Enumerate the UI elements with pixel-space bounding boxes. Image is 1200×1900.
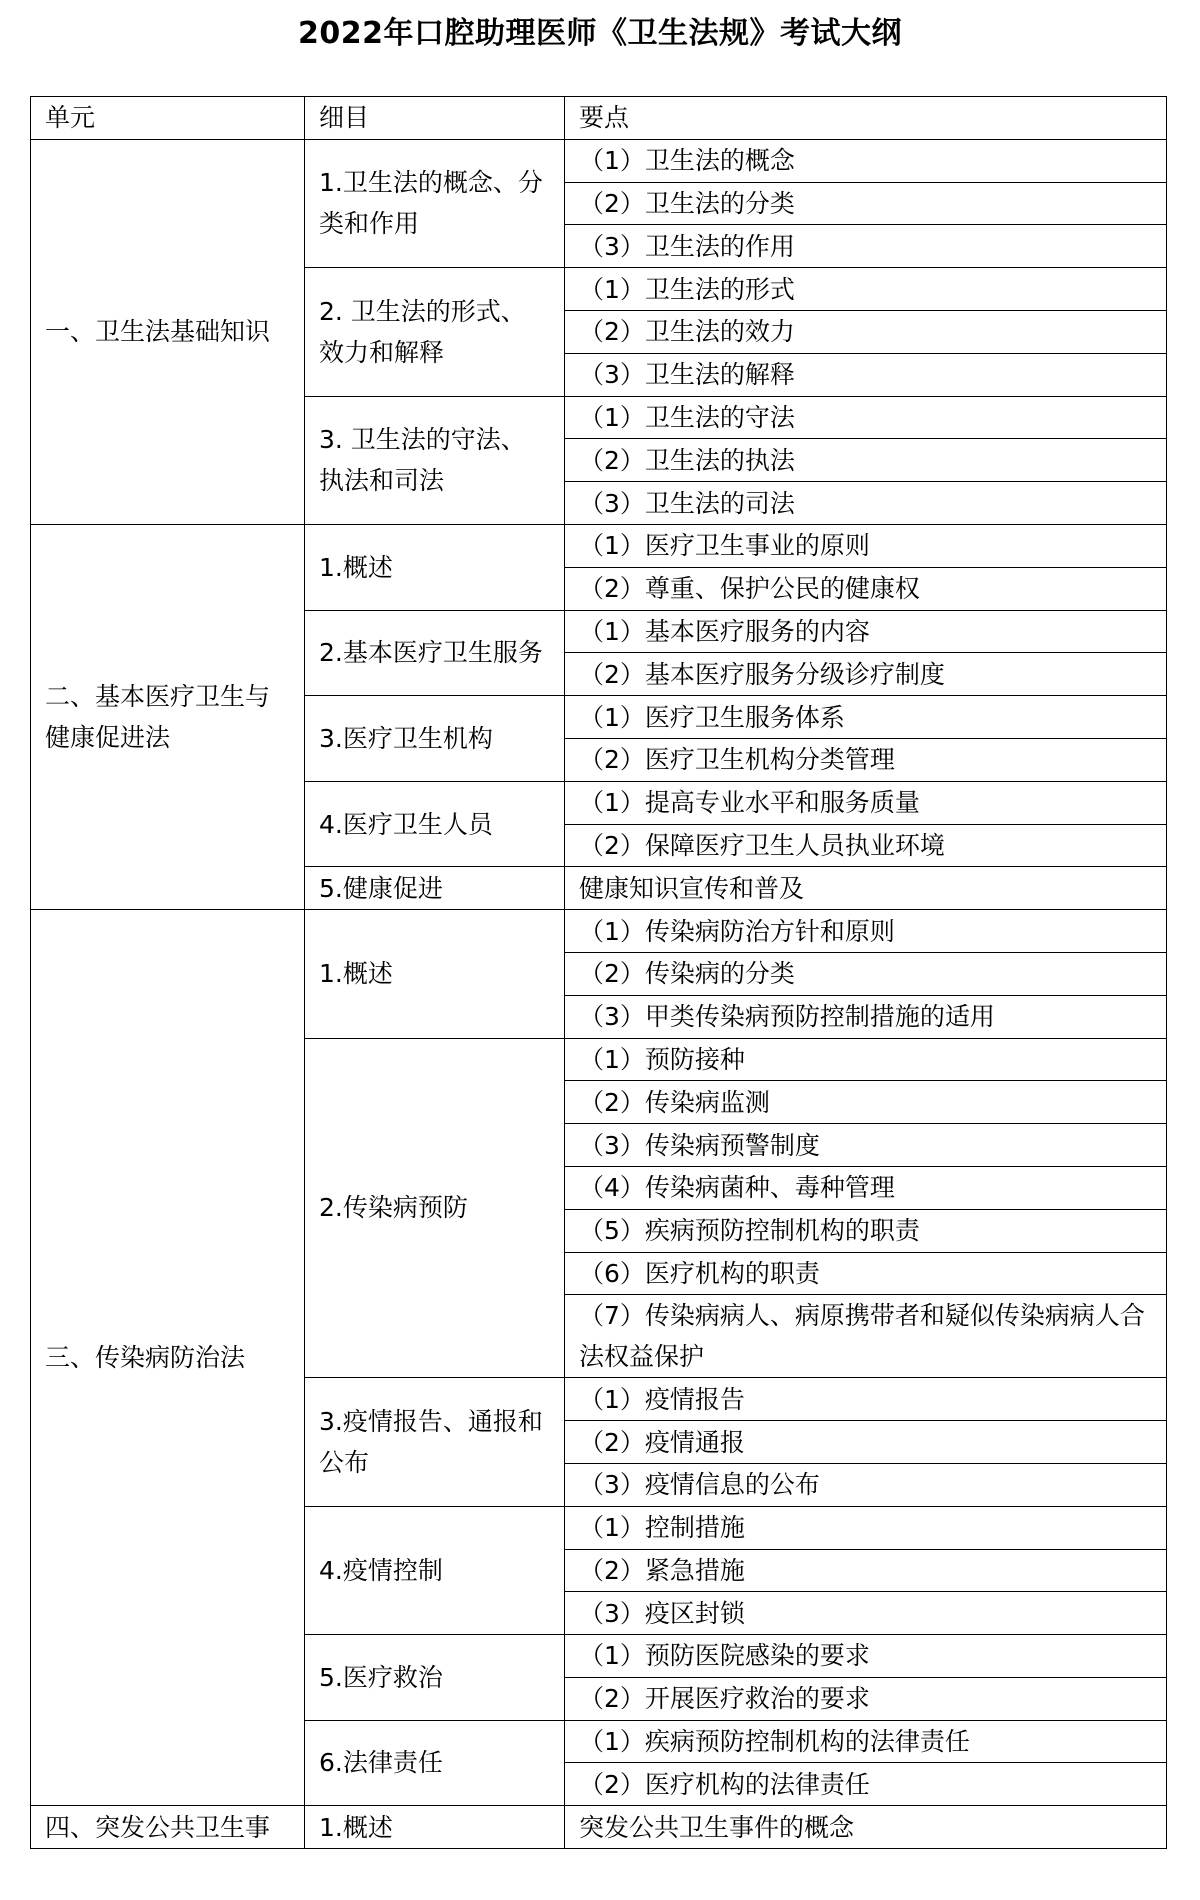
point-cell: （3）卫生法的解释 <box>565 353 1167 396</box>
point-cell: （2）疫情通报 <box>565 1421 1167 1464</box>
table-row <box>31 910 1167 953</box>
item-cell: 5.医疗救治 <box>305 1635 565 1721</box>
point-cell: （1）卫生法的守法 <box>565 396 1167 439</box>
unit-cell: 四、突发公共卫生事 <box>31 1806 305 1849</box>
item-cell: 3. 卫生法的守法、执法和司法 <box>305 396 565 524</box>
point-cell: （2）卫生法的分类 <box>565 182 1167 225</box>
exam-outline-table <box>30 96 1167 1849</box>
point-cell: （2）传染病监测 <box>565 1081 1167 1124</box>
item-cell: 4.疫情控制 <box>305 1506 565 1634</box>
point-cell: （2）医疗机构的法律责任 <box>565 1763 1167 1806</box>
point-cell: （1）医疗卫生服务体系 <box>565 696 1167 739</box>
point-cell: （1）基本医疗服务的内容 <box>565 610 1167 653</box>
point-cell: 健康知识宣传和普及 <box>565 867 1167 910</box>
item-cell: 5.健康促进 <box>305 867 565 910</box>
unit-cell: 二、基本医疗卫生与健康促进法 <box>31 524 305 909</box>
point-cell: （1）控制措施 <box>565 1506 1167 1549</box>
point-cell: （1）疫情报告 <box>565 1378 1167 1421</box>
item-cell: 3.疫情报告、通报和公布 <box>305 1378 565 1506</box>
point-cell: （3）疫区封锁 <box>565 1592 1167 1635</box>
header-item: 细目 <box>305 97 565 140</box>
page-title: 2022年口腔助理医师《卫生法规》考试大纲 <box>298 16 902 51</box>
point-cell: （3）传染病预警制度 <box>565 1124 1167 1167</box>
point-cell: （1）预防接种 <box>565 1038 1167 1081</box>
point-cell: （1）卫生法的概念 <box>565 139 1167 182</box>
table-row <box>31 524 1167 567</box>
table-row <box>31 139 1167 182</box>
point-cell: （7）传染病病人、病原携带者和疑似传染病病人合法权益保护 <box>565 1295 1167 1378</box>
point-cell: （2）开展医疗救治的要求 <box>565 1677 1167 1720</box>
header-point: 要点 <box>565 97 1167 140</box>
point-cell: （6）医疗机构的职责 <box>565 1252 1167 1295</box>
point-cell: （2）卫生法的效力 <box>565 310 1167 353</box>
point-cell: （2）保障医疗卫生人员执业环境 <box>565 824 1167 867</box>
item-cell: 3.医疗卫生机构 <box>305 696 565 782</box>
unit-cell: 三、传染病防治法 <box>31 910 305 1806</box>
point-cell: （3）卫生法的司法 <box>565 482 1167 525</box>
item-cell: 1.概述 <box>305 1806 565 1849</box>
point-cell: （2）传染病的分类 <box>565 952 1167 995</box>
item-cell: 1.卫生法的概念、分类和作用 <box>305 139 565 267</box>
point-cell: （1）医疗卫生事业的原则 <box>565 524 1167 567</box>
item-cell: 2. 卫生法的形式、效力和解释 <box>305 268 565 396</box>
point-cell: （1）提高专业水平和服务质量 <box>565 781 1167 824</box>
point-cell: （2）卫生法的执法 <box>565 439 1167 482</box>
table-header-row <box>31 97 1167 140</box>
unit-cell: 一、卫生法基础知识 <box>31 139 305 524</box>
point-cell: （1）传染病防治方针和原则 <box>565 910 1167 953</box>
item-cell: 2.基本医疗卫生服务 <box>305 610 565 696</box>
point-cell: （5）疾病预防控制机构的职责 <box>565 1209 1167 1252</box>
point-cell: （1）预防医院感染的要求 <box>565 1635 1167 1678</box>
item-cell: 4.医疗卫生人员 <box>305 781 565 867</box>
point-cell: （1）卫生法的形式 <box>565 268 1167 311</box>
point-cell: （4）传染病菌种、毒种管理 <box>565 1166 1167 1209</box>
point-cell: （2）基本医疗服务分级诊疗制度 <box>565 653 1167 696</box>
point-cell: （3）卫生法的作用 <box>565 225 1167 268</box>
item-cell: 2.传染病预防 <box>305 1038 565 1378</box>
table-row <box>31 1806 1167 1849</box>
point-cell: 突发公共卫生事件的概念 <box>565 1806 1167 1849</box>
outline-table-body <box>31 97 1167 1849</box>
item-cell: 6.法律责任 <box>305 1720 565 1806</box>
point-cell: （2）尊重、保护公民的健康权 <box>565 567 1167 610</box>
point-cell: （2）紧急措施 <box>565 1549 1167 1592</box>
point-cell: （1）疾病预防控制机构的法律责任 <box>565 1720 1167 1763</box>
point-cell: （3）疫情信息的公布 <box>565 1463 1167 1506</box>
point-cell: （2）医疗卫生机构分类管理 <box>565 738 1167 781</box>
header-unit: 单元 <box>31 97 305 140</box>
item-cell: 1.概述 <box>305 524 565 610</box>
item-cell: 1.概述 <box>305 910 565 1038</box>
point-cell: （3）甲类传染病预防控制措施的适用 <box>565 995 1167 1038</box>
